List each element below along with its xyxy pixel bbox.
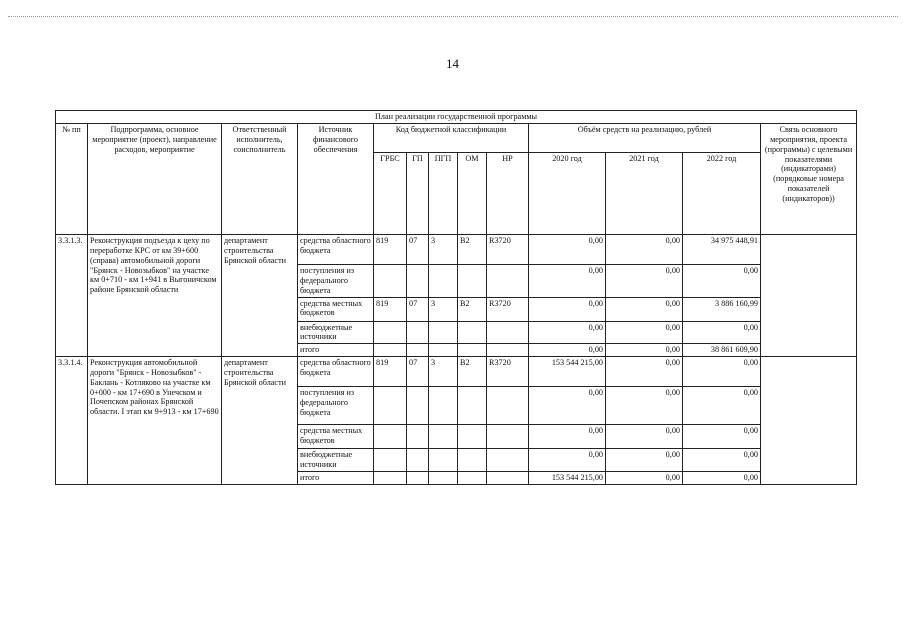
code-gp: 07: [407, 357, 429, 387]
amount-2020: 153 544 215,00: [529, 357, 606, 387]
funding-source: внебюджетные источники: [298, 321, 374, 344]
section-responsible: департамент строительства Брянской области: [222, 235, 298, 357]
amount-2021: 0,00: [606, 297, 683, 321]
code-np: R3720: [487, 357, 529, 387]
code-pgp: [429, 321, 458, 344]
table-row: [56, 357, 857, 387]
total-2020: 0,00: [529, 344, 606, 357]
amount-2020: 0,00: [529, 297, 606, 321]
code-grbs: [374, 321, 407, 344]
amount-2021: 0,00: [606, 265, 683, 298]
section-number: 3.3.1.4.: [56, 357, 88, 485]
code-grbs: 819: [374, 357, 407, 387]
funding-source: средства областного бюджета: [298, 357, 374, 387]
empty-code-cell: [374, 344, 407, 357]
header-2021: 2021 год: [606, 153, 683, 235]
funding-source: внебюджетные источники: [298, 449, 374, 472]
header-2022: 2022 год: [683, 153, 761, 235]
code-grbs: [374, 425, 407, 449]
indicator-link: [761, 357, 857, 485]
section-name: Реконструкция подъезда к цеху по переработке КРС от км 39+600 (справа) автомобильной дороги "Брянск - Новозыбков" на участке км 0+710 - км 1+941 в Выгоничском районе Брянской области: [88, 235, 222, 357]
header-np: НР: [487, 153, 529, 235]
code-om: [458, 321, 487, 344]
amount-2021: 0,00: [606, 321, 683, 344]
header-pgp: ПГП: [429, 153, 458, 235]
code-gp: [407, 321, 429, 344]
table-row: [56, 235, 857, 265]
total-label: итого: [298, 471, 374, 484]
amount-2021: 0,00: [606, 235, 683, 265]
code-om: [458, 265, 487, 298]
code-np: [487, 449, 529, 472]
amount-2021: 0,00: [606, 449, 683, 472]
total-label: итого: [298, 344, 374, 357]
code-pgp: [429, 265, 458, 298]
code-gp: [407, 387, 429, 425]
code-np: [487, 425, 529, 449]
header-gp: ГП: [407, 153, 429, 235]
header-om: ОМ: [458, 153, 487, 235]
header-budget-code: Код бюджетной классификации: [374, 124, 529, 153]
amount-2020: 0,00: [529, 321, 606, 344]
empty-code-cell: [429, 471, 458, 484]
total-2021: 0,00: [606, 344, 683, 357]
code-grbs: 819: [374, 297, 407, 321]
code-pgp: [429, 387, 458, 425]
total-2021: 0,00: [606, 471, 683, 484]
code-np: [487, 265, 529, 298]
section-number: 3.3.1.3.: [56, 235, 88, 357]
code-pgp: 3: [429, 235, 458, 265]
code-pgp: [429, 425, 458, 449]
code-np: R3720: [487, 297, 529, 321]
header-2020: 2020 год: [529, 153, 606, 235]
code-gp: 07: [407, 235, 429, 265]
code-gp: 07: [407, 297, 429, 321]
funding-source: средства местных бюджетов: [298, 297, 374, 321]
header-grbs: ГРБС: [374, 153, 407, 235]
code-gp: [407, 449, 429, 472]
total-2022: 0,00: [683, 471, 761, 484]
code-grbs: 819: [374, 235, 407, 265]
code-np: [487, 387, 529, 425]
header-responsible: Ответственный исполнитель, соисполнитель: [222, 124, 298, 235]
code-grbs: [374, 387, 407, 425]
table-title: План реализации государственной программы: [56, 111, 857, 124]
funding-source: поступления из федерального бюджета: [298, 265, 374, 298]
code-om: [458, 449, 487, 472]
total-2022: 38 861 609,90: [683, 344, 761, 357]
funding-source: средства областного бюджета: [298, 235, 374, 265]
code-pgp: [429, 449, 458, 472]
empty-code-cell: [407, 344, 429, 357]
empty-code-cell: [487, 344, 529, 357]
amount-2020: 0,00: [529, 425, 606, 449]
empty-code-cell: [487, 471, 529, 484]
amount-2020: 0,00: [529, 387, 606, 425]
amount-2021: 0,00: [606, 357, 683, 387]
indicator-link: [761, 235, 857, 357]
code-om: В2: [458, 297, 487, 321]
code-om: В2: [458, 357, 487, 387]
amount-2022: 0,00: [683, 387, 761, 425]
funding-source: средства местных бюджетов: [298, 425, 374, 449]
code-pgp: 3: [429, 357, 458, 387]
amount-2021: 0,00: [606, 425, 683, 449]
empty-code-cell: [429, 344, 458, 357]
code-np: R3720: [487, 235, 529, 265]
total-2020: 153 544 215,00: [529, 471, 606, 484]
header-subprogram: Подпрограмма, основное мероприятие (проект), направление расходов, мероприятие: [88, 124, 222, 235]
code-om: [458, 425, 487, 449]
scan-top-edge: [8, 16, 898, 17]
amount-2022: 3 886 160,99: [683, 297, 761, 321]
code-gp: [407, 265, 429, 298]
code-np: [487, 321, 529, 344]
empty-code-cell: [407, 471, 429, 484]
code-grbs: [374, 449, 407, 472]
section-responsible: департамент строительства Брянской области: [222, 357, 298, 485]
header-volume: Объём средств на реализацию, рублей: [529, 124, 761, 153]
header-link: Связь основного мероприятия, проекта (программы) с целевыми показателями (индикаторами) (порядковые номера показателей (индикаторов)): [761, 124, 857, 235]
amount-2022: 34 975 448,91: [683, 235, 761, 265]
plan-table: [55, 110, 857, 485]
header-source: Источник финансового обеспечения: [298, 124, 374, 235]
page-number: 14: [446, 56, 459, 71]
plan-table-body: [56, 235, 857, 485]
section-name: Реконструкция автомобильной дороги "Брянск - Новозыбков" - Баклань - Котляково на участке км 0+000 - км 17+690 в Унечском и Почепском районах Брянской области. I этап км 9+913 - км 17+690: [88, 357, 222, 485]
empty-code-cell: [458, 344, 487, 357]
amount-2022: 0,00: [683, 357, 761, 387]
empty-code-cell: [458, 471, 487, 484]
amount-2021: 0,00: [606, 387, 683, 425]
funding-source: поступления из федерального бюджета: [298, 387, 374, 425]
amount-2020: 0,00: [529, 235, 606, 265]
amount-2022: 0,00: [683, 425, 761, 449]
code-om: В2: [458, 235, 487, 265]
code-pgp: 3: [429, 297, 458, 321]
amount-2022: 0,00: [683, 265, 761, 298]
amount-2022: 0,00: [683, 321, 761, 344]
header-num: № пп: [56, 124, 88, 235]
amount-2022: 0,00: [683, 449, 761, 472]
amount-2020: 0,00: [529, 449, 606, 472]
empty-code-cell: [374, 471, 407, 484]
code-grbs: [374, 265, 407, 298]
amount-2020: 0,00: [529, 265, 606, 298]
code-gp: [407, 425, 429, 449]
code-om: [458, 387, 487, 425]
